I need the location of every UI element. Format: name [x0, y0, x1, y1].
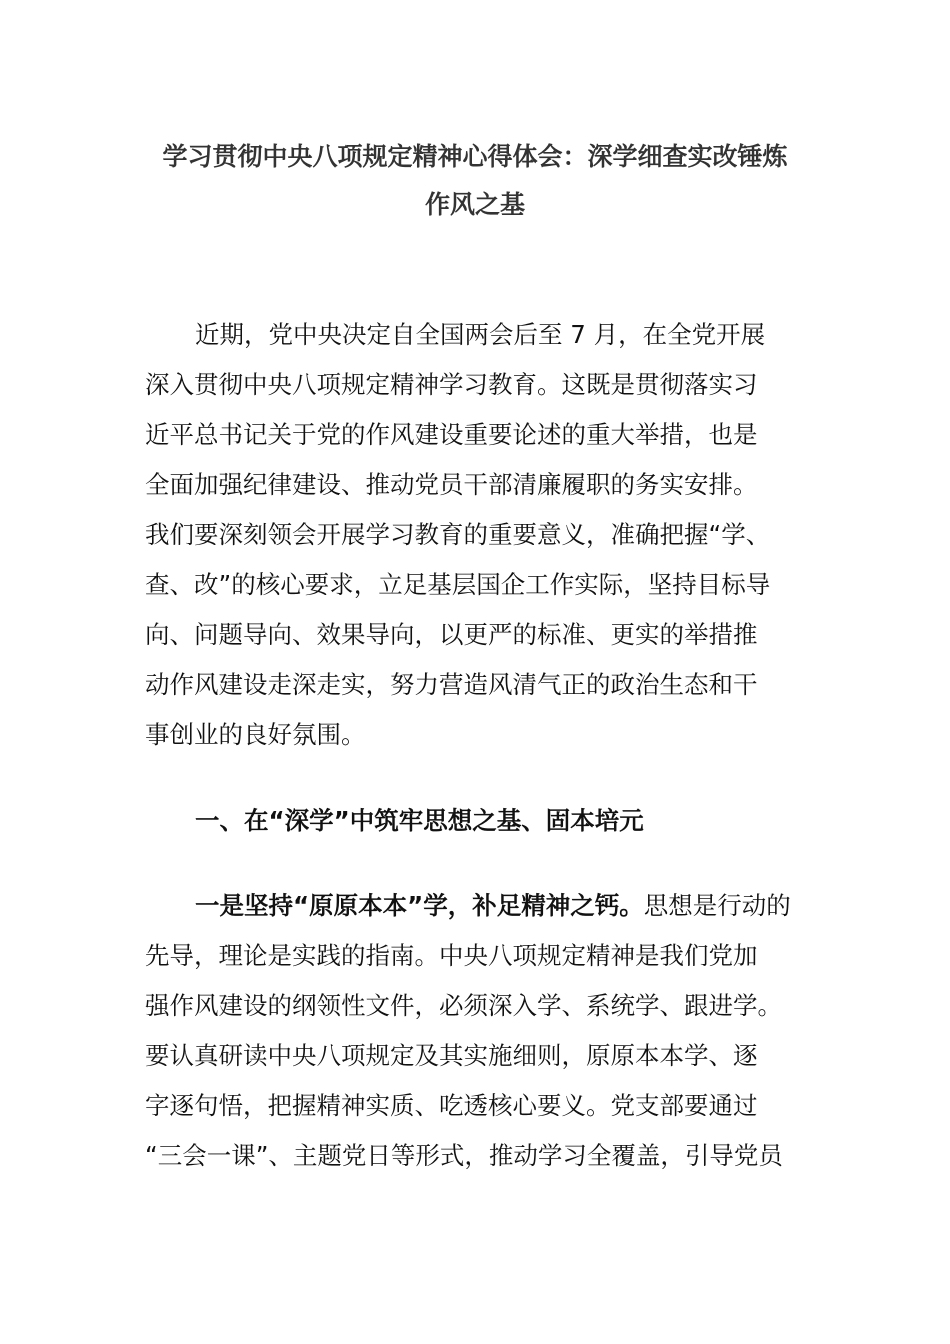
paragraph-line: 先导，理论是实践的指南。中央八项规定精神是我们党加: [145, 941, 758, 970]
section-heading: 一、在“深学”中筑牢思想之基、固本培元: [195, 806, 644, 835]
paragraph-first-line: [195, 891, 791, 921]
document-title-line-1: 学习贯彻中央八项规定精神心得体会：深学细查实改锤炼: [162, 142, 788, 171]
paragraph-line: 要认真研读中央八项规定及其实施细则，原原本本学、逐: [145, 1041, 758, 1070]
paragraph-line: 强作风建设的纲领性文件，必须深入学、系统学、跟进学。: [145, 991, 782, 1020]
paragraph-line: 向、问题导向、效果导向，以更严的标准、更实的举措推: [145, 620, 758, 649]
lead-sentence: 一是坚持“原原本本”学，补足精神之钙。: [195, 891, 644, 920]
paragraph-line: 事创业的良好氛围。: [145, 720, 366, 749]
paragraph-line: 深入贯彻中央八项规定精神学习教育。这既是贯彻落实习: [145, 370, 758, 399]
paragraph-line: 全面加强纪律建设、推动党员干部清廉履职的务实安排。: [145, 470, 758, 499]
paragraph-line: 动作风建设走深走实，努力营造风清气正的政治生态和干: [145, 670, 758, 699]
paragraph-line: 我们要深刻领会开展学习教育的重要意义，准确把握“学、: [145, 520, 771, 549]
paragraph-line: 查、改”的核心要求，立足基层国企工作实际，坚持目标导: [145, 570, 771, 599]
lead-rest: 思想是行动的: [643, 891, 791, 920]
paragraph-line: 字逐句悟，把握精神实质、吃透核心要义。党支部要通过: [145, 1091, 758, 1120]
paragraph-line: “三会一课”、主题党日等形式，推动学习全覆盖，引导党员: [145, 1141, 783, 1170]
document-title-line-2: 作风之基: [424, 190, 525, 219]
paragraph-line: 近期，党中央决定自全国两会后至 7 月，在全党开展: [195, 320, 766, 349]
paragraph-line: 近平总书记关于党的作风建设重要论述的重大举措，也是: [145, 420, 758, 449]
